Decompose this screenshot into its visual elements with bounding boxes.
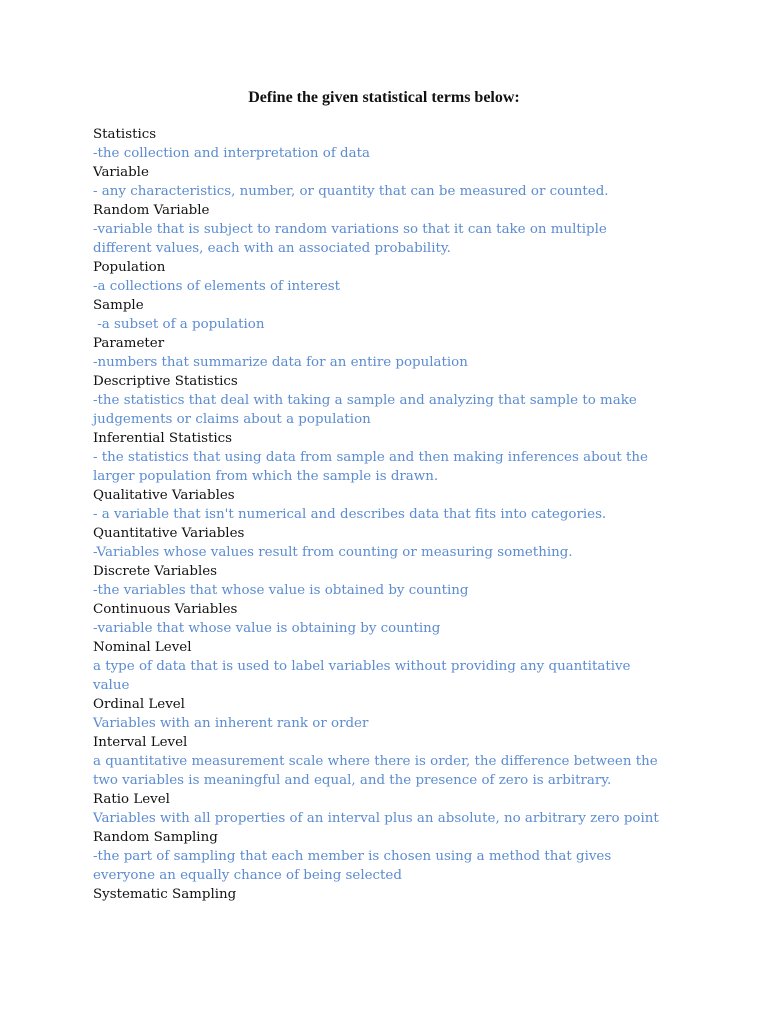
term-label: Ratio Level bbox=[93, 792, 170, 807]
definition-text: value bbox=[93, 678, 130, 693]
definition-entry bbox=[93, 163, 693, 201]
term-label: Parameter bbox=[93, 336, 165, 351]
definition-text: Variables with an inherent rank or order bbox=[93, 716, 369, 731]
term-label: Statistics bbox=[93, 127, 157, 142]
definition-text: -the variables that whose value is obtained by counting bbox=[93, 583, 469, 598]
definition-text: different values, each with an associated probability. bbox=[93, 241, 451, 256]
definition-entry bbox=[93, 638, 693, 695]
term-label: Systematic Sampling bbox=[93, 887, 237, 902]
term-label: Nominal Level bbox=[93, 640, 192, 655]
definition-entry bbox=[93, 486, 693, 524]
definition-text: larger population from which the sample is drawn. bbox=[93, 469, 439, 484]
term-label: Interval Level bbox=[93, 735, 188, 750]
definition-text: everyone an equally chance of being selected bbox=[93, 868, 402, 883]
term-label: Discrete Variables bbox=[93, 564, 218, 579]
definition-text: -a collections of elements of interest bbox=[93, 279, 341, 294]
definition-text: - a variable that isn't numerical and describes data that fits into categories. bbox=[93, 507, 607, 522]
definition-text: -variable that whose value is obtaining by counting bbox=[93, 621, 441, 636]
definition-entry bbox=[93, 790, 693, 828]
definition-entry bbox=[93, 334, 693, 372]
term-label: Inferential Statistics bbox=[93, 431, 233, 446]
definition-entry bbox=[93, 733, 693, 790]
definition-text: -Variables whose values result from counting or measuring something. bbox=[93, 545, 573, 560]
definition-text: -the collection and interpretation of data bbox=[93, 146, 370, 161]
definition-text: a quantitative measurement scale where there is order, the difference between the bbox=[93, 754, 658, 769]
term-label: Quantitative Variables bbox=[93, 526, 245, 541]
definition-entry bbox=[93, 524, 693, 562]
definition-text: -numbers that summarize data for an entire population bbox=[93, 355, 468, 370]
definition-text: -the part of sampling that each member is chosen using a method that gives bbox=[93, 849, 612, 864]
definition-entry bbox=[93, 258, 693, 296]
definition-entry bbox=[93, 429, 693, 486]
definition-entry bbox=[93, 562, 693, 600]
definition-entry bbox=[93, 201, 693, 258]
term-label: Population bbox=[93, 260, 166, 275]
definition-entry bbox=[93, 885, 693, 904]
term-label: Descriptive Statistics bbox=[93, 374, 238, 389]
definition-list bbox=[93, 125, 693, 904]
term-label: Qualitative Variables bbox=[93, 488, 235, 503]
definition-text: two variables is meaningful and equal, and the presence of zero is arbitrary. bbox=[93, 773, 612, 788]
definition-text: - any characteristics, number, or quantity that can be measured or counted. bbox=[93, 184, 609, 199]
document-title: Define the given statistical terms below: bbox=[248, 89, 520, 106]
definition-entry bbox=[93, 372, 693, 429]
term-label: Sample bbox=[93, 298, 144, 313]
definition-entry bbox=[93, 695, 693, 733]
definition-text: - the statistics that using data from sample and then making inferences about the bbox=[93, 450, 648, 465]
definition-entry bbox=[93, 125, 693, 163]
term-label: Random Sampling bbox=[93, 830, 218, 845]
definition-text: -the statistics that deal with taking a sample and analyzing that sample to make bbox=[93, 393, 637, 408]
definition-text: Variables with all properties of an interval plus an absolute, no arbitrary zero point bbox=[93, 811, 659, 826]
definition-entry bbox=[93, 600, 693, 638]
definition-text: -variable that is subject to random variations so that it can take on multiple bbox=[93, 222, 607, 237]
definition-entry bbox=[93, 296, 693, 334]
term-label: Random Variable bbox=[93, 203, 210, 218]
definition-entry bbox=[93, 828, 693, 885]
definition-text: a type of data that is used to label variables without providing any quantitative bbox=[93, 659, 631, 674]
term-label: Ordinal Level bbox=[93, 697, 185, 712]
definition-text: judgements or claims about a population bbox=[93, 412, 371, 427]
term-label: Continuous Variables bbox=[93, 602, 238, 617]
term-label: Variable bbox=[93, 165, 149, 180]
definition-text: -a subset of a population bbox=[93, 317, 265, 332]
